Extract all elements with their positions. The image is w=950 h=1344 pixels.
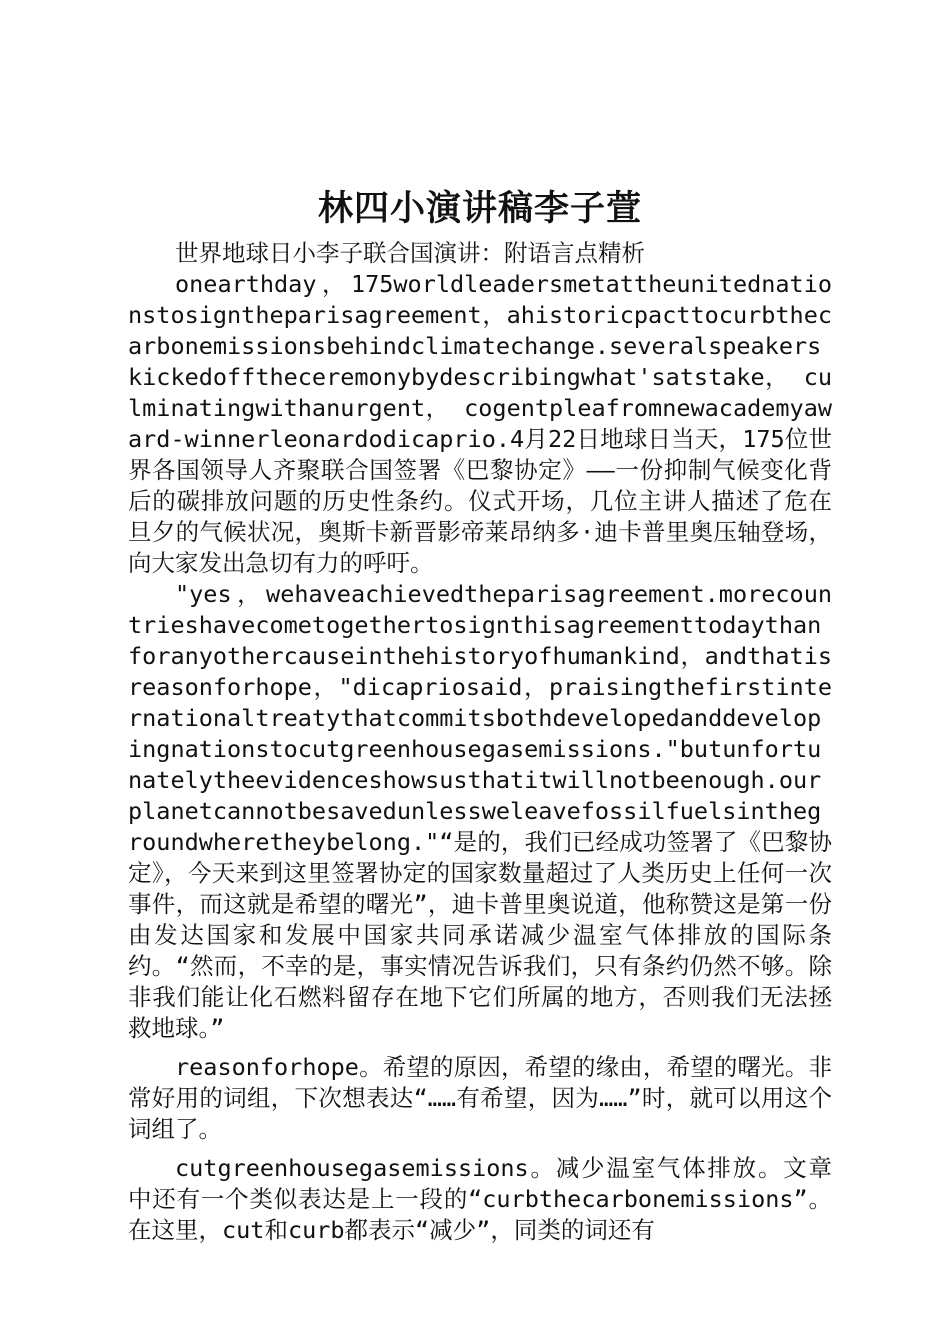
body-paragraph: "yes，wehaveachievedtheparisagreement.morecountrieshavecometogethertosignthisagreementtodaythanforanyothercauseinthehistoryofhumankind，andthatisreasonforhope，"dicapriosaid，praisingthefirstinternationaltreatythatcommitsbothdevelopedanddevelopingnationstocutgreenhousegasemissions."butunfortunatelytheevidenceshowsusthatitwillnotbeenough.ourplanetcannotbesavedunlessweleavefossilfuelsinthegroundwheretheybelong."“是的，我们已经成功签署了《巴黎协定》，今天来到这里签署协定的国家数量超过了人类历史上任何一次事件，而这就是希望的曙光”，迪卡普里奥说道，他称赞这是第一份由发达国家和发展中国家共同承诺减少温室气体排放的国际条约。“然而，不幸的是，事实情况告诉我们，只有条约仍然不够。除非我们能让化石燃料留存在地下它们所属的地方，否则我们无法拯救地球。”: [128, 580, 832, 1042]
body-paragraph: cutgreenhousegasemissions。减少温室气体排放。文章中还有一个类似表达是上一段的“curbthecarbonemissions”。在这里，cut和curb都表示“减少”，同类的词还有: [128, 1154, 832, 1244]
subtitle-paragraph: 世界地球日小李子联合国演讲：附语言点精析: [175, 239, 645, 267]
body-paragraph: reasonforhope。希望的原因，希望的缘由，希望的曙光。非常好用的词组，下次想表达“……有希望，因为……”时，就可以用这个词组了。: [128, 1053, 832, 1143]
body-paragraph: onearthday，175worldleadersmetattheunitednationstosigntheparisagreement，ahistoricpacttocurbthecarbonemissionsbehindclimatechange.severalspeakerskickedofftheceremonybydescribingwhat'satstake， culminatingwithanurgent， cogentpleafromnewacademyaward-winnerleonardodicaprio.4月22日地球日当天，175位世界各国领导人齐聚联合国签署《巴黎协定》——一份抑制气候变化背后的碳排放问题的历史性条约。仪式开场，几位主讲人描述了危在旦夕的气候状况，奥斯卡新晋影帝莱昂纳多·迪卡普里奥压轴登场，向大家发出急切有力的呼吁。: [128, 270, 832, 577]
document-title: 林四小演讲稿李子萱: [317, 188, 642, 229]
document-page: [128, 186, 832, 1246]
